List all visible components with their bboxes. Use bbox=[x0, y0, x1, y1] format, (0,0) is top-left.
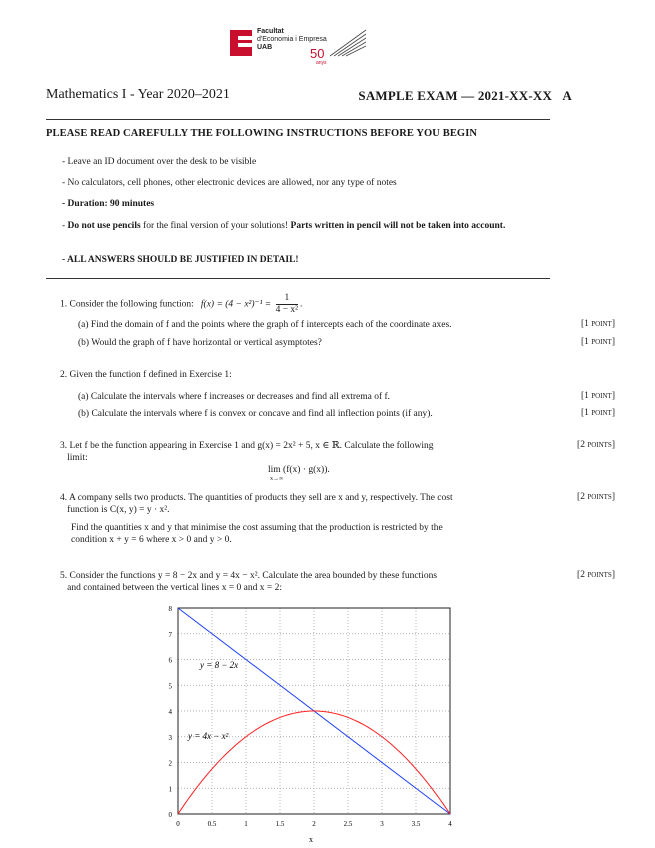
x-tick-label: 0 bbox=[176, 820, 180, 828]
exercise-1a: (a) Find the domain of f and the points where the graph of f intercepts each of the coordinate axes. bbox=[78, 320, 452, 330]
y-tick-label: 0 bbox=[168, 811, 172, 819]
exercise-4-task: Find the quantities x and y that minimise the cost assuming that the production is restricted by the condition x + y = 6 where x > 0 and y > 0. bbox=[71, 523, 443, 545]
x-tick-label: 2.5 bbox=[343, 820, 353, 828]
instruction-item: - ALL ANSWERS SHOULD BE JUSTIFIED IN DETAIL! bbox=[62, 255, 299, 265]
instruction-item: - No calculators, cell phones, other electronic devices are allowed, nor any type of notes bbox=[62, 178, 397, 188]
y-tick-label: 5 bbox=[168, 682, 172, 691]
y-tick-label: 4 bbox=[168, 708, 172, 716]
instruction-item: - Leave an ID document over the desk to be visible bbox=[62, 157, 257, 167]
y-tick-label: 8 bbox=[168, 605, 172, 613]
x-tick-label: 3 bbox=[380, 820, 384, 828]
instruction-item: - Do not use pencils for the final version of your solutions! Parts written in pencil will not be taken into account. bbox=[62, 221, 506, 231]
x-tick-label: 2 bbox=[312, 820, 316, 828]
points: [1 point] bbox=[580, 337, 615, 347]
faculty-logo bbox=[230, 26, 370, 70]
y-tick-label: 7 bbox=[168, 630, 172, 639]
logo-text: Facultat d'Economia i Empresa UAB bbox=[257, 28, 327, 51]
x-axis-label: x bbox=[309, 835, 313, 844]
series-label-parabola: y = 4x − x² bbox=[188, 731, 229, 741]
points: [1 point] bbox=[580, 319, 615, 329]
exercise-4: 4. A company sells two products. The quantities of products they sell are x and y, respectively. The cost function is C(x, y) = y · x². bbox=[60, 493, 453, 515]
y-tick-label: 3 bbox=[168, 733, 172, 742]
exercise-2: 2. Given the function f defined in Exercise 1: bbox=[60, 370, 232, 380]
y-tick-label: 6 bbox=[168, 656, 172, 665]
x-tick-label: 4 bbox=[448, 820, 452, 828]
x-tick-label: 0.5 bbox=[207, 820, 217, 828]
x-tick-label: 1 bbox=[244, 820, 248, 828]
exercise-2a: (a) Calculate the intervals where f increases or decreases and find all extrema of f. bbox=[78, 392, 391, 402]
limit-subscript: x→∞ bbox=[270, 476, 284, 482]
points: [2 points] bbox=[577, 570, 615, 580]
logo-anys: anys bbox=[316, 60, 327, 66]
exam-title: SAMPLE EXAM — 2021-XX-XX A bbox=[358, 88, 572, 103]
logo-fifty: 50 bbox=[310, 46, 325, 61]
x-tick-label: 3.5 bbox=[411, 820, 421, 828]
logo-mark-icon bbox=[230, 30, 252, 56]
points: [2 points] bbox=[577, 492, 615, 502]
limit-expression: lim (f(x) · g(x)). bbox=[268, 465, 330, 475]
exercise-1: 1. Consider the following function: f(x) = (4 − x²)⁻¹ = $\frac{1}{\text{4 − x²}}$ . bbox=[60, 293, 303, 315]
exercise-5: 5. Consider the functions y = 8 − 2x and y = 4x − x². Calculate the area bounded by these functions and contained between the vertical lines x = 0 and x = 2: bbox=[60, 571, 438, 593]
series-label-line: y = 8 − 2x bbox=[200, 660, 239, 670]
function-chart bbox=[160, 602, 470, 846]
exercise-3: 3. Let f be the function appearing in Exercise 1 and g(x) = 2x² + 5, x ∈ ℝ. Calculate the following limit: bbox=[60, 441, 434, 463]
points: [1 point] bbox=[580, 391, 615, 401]
divider bbox=[46, 119, 550, 120]
instruction-item: - Duration: 90 minutes bbox=[62, 199, 155, 209]
points: [2 points] bbox=[577, 440, 615, 450]
instructions-title: PLEASE READ CAREFULLY THE FOLLOWING INSTRUCTIONS BEFORE YOU BEGIN bbox=[46, 128, 478, 139]
logo-wing-icon bbox=[328, 28, 368, 58]
points: [1 point] bbox=[580, 408, 615, 418]
x-tick-label: 1.5 bbox=[275, 820, 285, 828]
exercise-1b: (b) Would the graph of f have horizontal or vertical asymptotes? bbox=[78, 338, 322, 348]
divider bbox=[46, 278, 550, 279]
y-tick-label: 2 bbox=[168, 759, 172, 768]
y-tick-label: 1 bbox=[168, 785, 172, 794]
course-title: Mathematics I - Year 2020–2021 bbox=[46, 87, 230, 102]
exercise-2b: (b) Calculate the intervals where f is convex or concave and find all inflection points (if any). bbox=[78, 409, 433, 419]
